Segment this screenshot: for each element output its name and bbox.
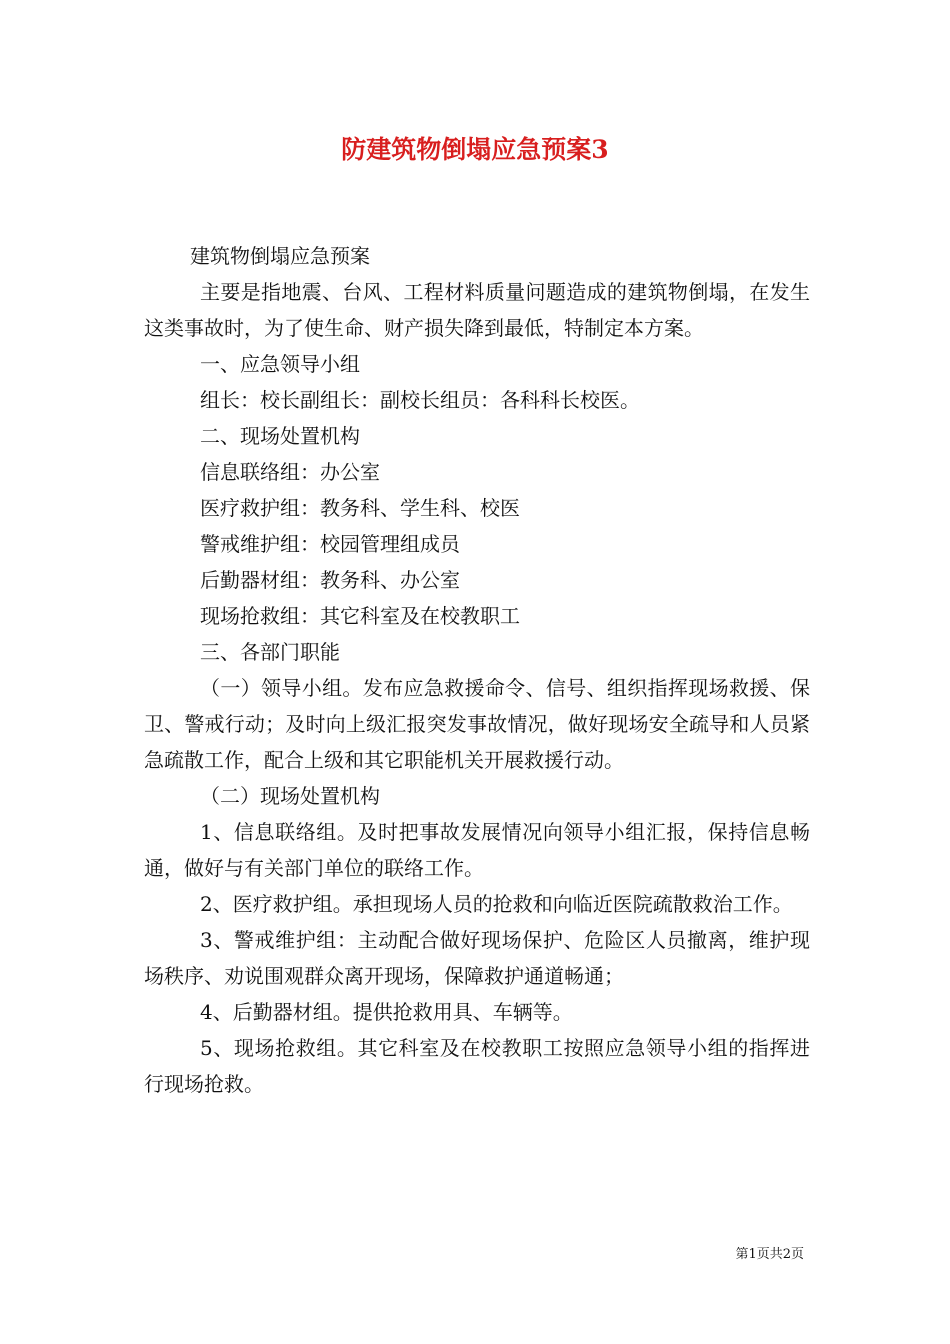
subsection-heading-onsite: （二）现场处置机构	[200, 784, 380, 808]
paragraph-intro: 主要是指地震、台风、工程材料质量问题造成的建筑物倒塌，在发生这类事故时，为了使生命、财产损失降到最低，特制定本方案。	[144, 280, 810, 340]
paragraph-duty-item: 1、信息联络组。及时把事故发展情况向领导小组汇报，保持信息畅通，做好与有关部门单位的联络工作。	[144, 820, 810, 880]
paragraph-duty-item: 5、现场抢救组。其它科室及在校教职工按照应急领导小组的指挥进行现场抢救。	[144, 1036, 810, 1096]
document-title: 防建筑物倒塌应急预案3	[341, 135, 609, 164]
paragraph-duty-item: 3、警戒维护组：主动配合做好现场保护、危险区人员撤离，维护现场秩序、劝说围观群众离开现场，保障救护通道畅通；	[144, 928, 810, 988]
paragraph-duty-item: 2、医疗救护组。承担现场人员的抢救和向临近医院疏散救治工作。	[200, 892, 793, 916]
list-item: 现场抢救组：其它科室及在校教职工	[200, 604, 520, 628]
section-heading-leadership: 一、应急领导小组	[200, 352, 360, 376]
section-heading-duties: 三、各部门职能	[200, 640, 340, 664]
section-heading-onsite: 二、现场处置机构	[200, 424, 360, 448]
paragraph-duty-item: 4、后勤器材组。提供抢救用具、车辆等。	[200, 1000, 573, 1024]
list-item: 医疗救护组：教务科、学生科、校医	[200, 496, 520, 520]
document-body	[144, 238, 810, 1102]
paragraph-leadership-duty: （一）领导小组。发布应急救援命令、信号、组织指挥现场救援、保卫、警戒行动；及时向上级汇报突发事故情况，做好现场安全疏导和人员紧急疏散工作，配合上级和其它职能机关开展救援行动。	[144, 676, 810, 772]
list-item: 警戒维护组：校园管理组成员	[200, 532, 460, 556]
paragraph-leadership-members: 组长：校长副组长：副校长组员：各科科长校医。	[200, 388, 640, 412]
list-item: 后勤器材组：教务科、办公室	[200, 568, 460, 592]
list-item: 信息联络组：办公室	[200, 460, 380, 484]
paragraph-subtitle: 建筑物倒塌应急预案	[190, 244, 370, 268]
page-number: 第1页共2页	[735, 1247, 804, 1262]
